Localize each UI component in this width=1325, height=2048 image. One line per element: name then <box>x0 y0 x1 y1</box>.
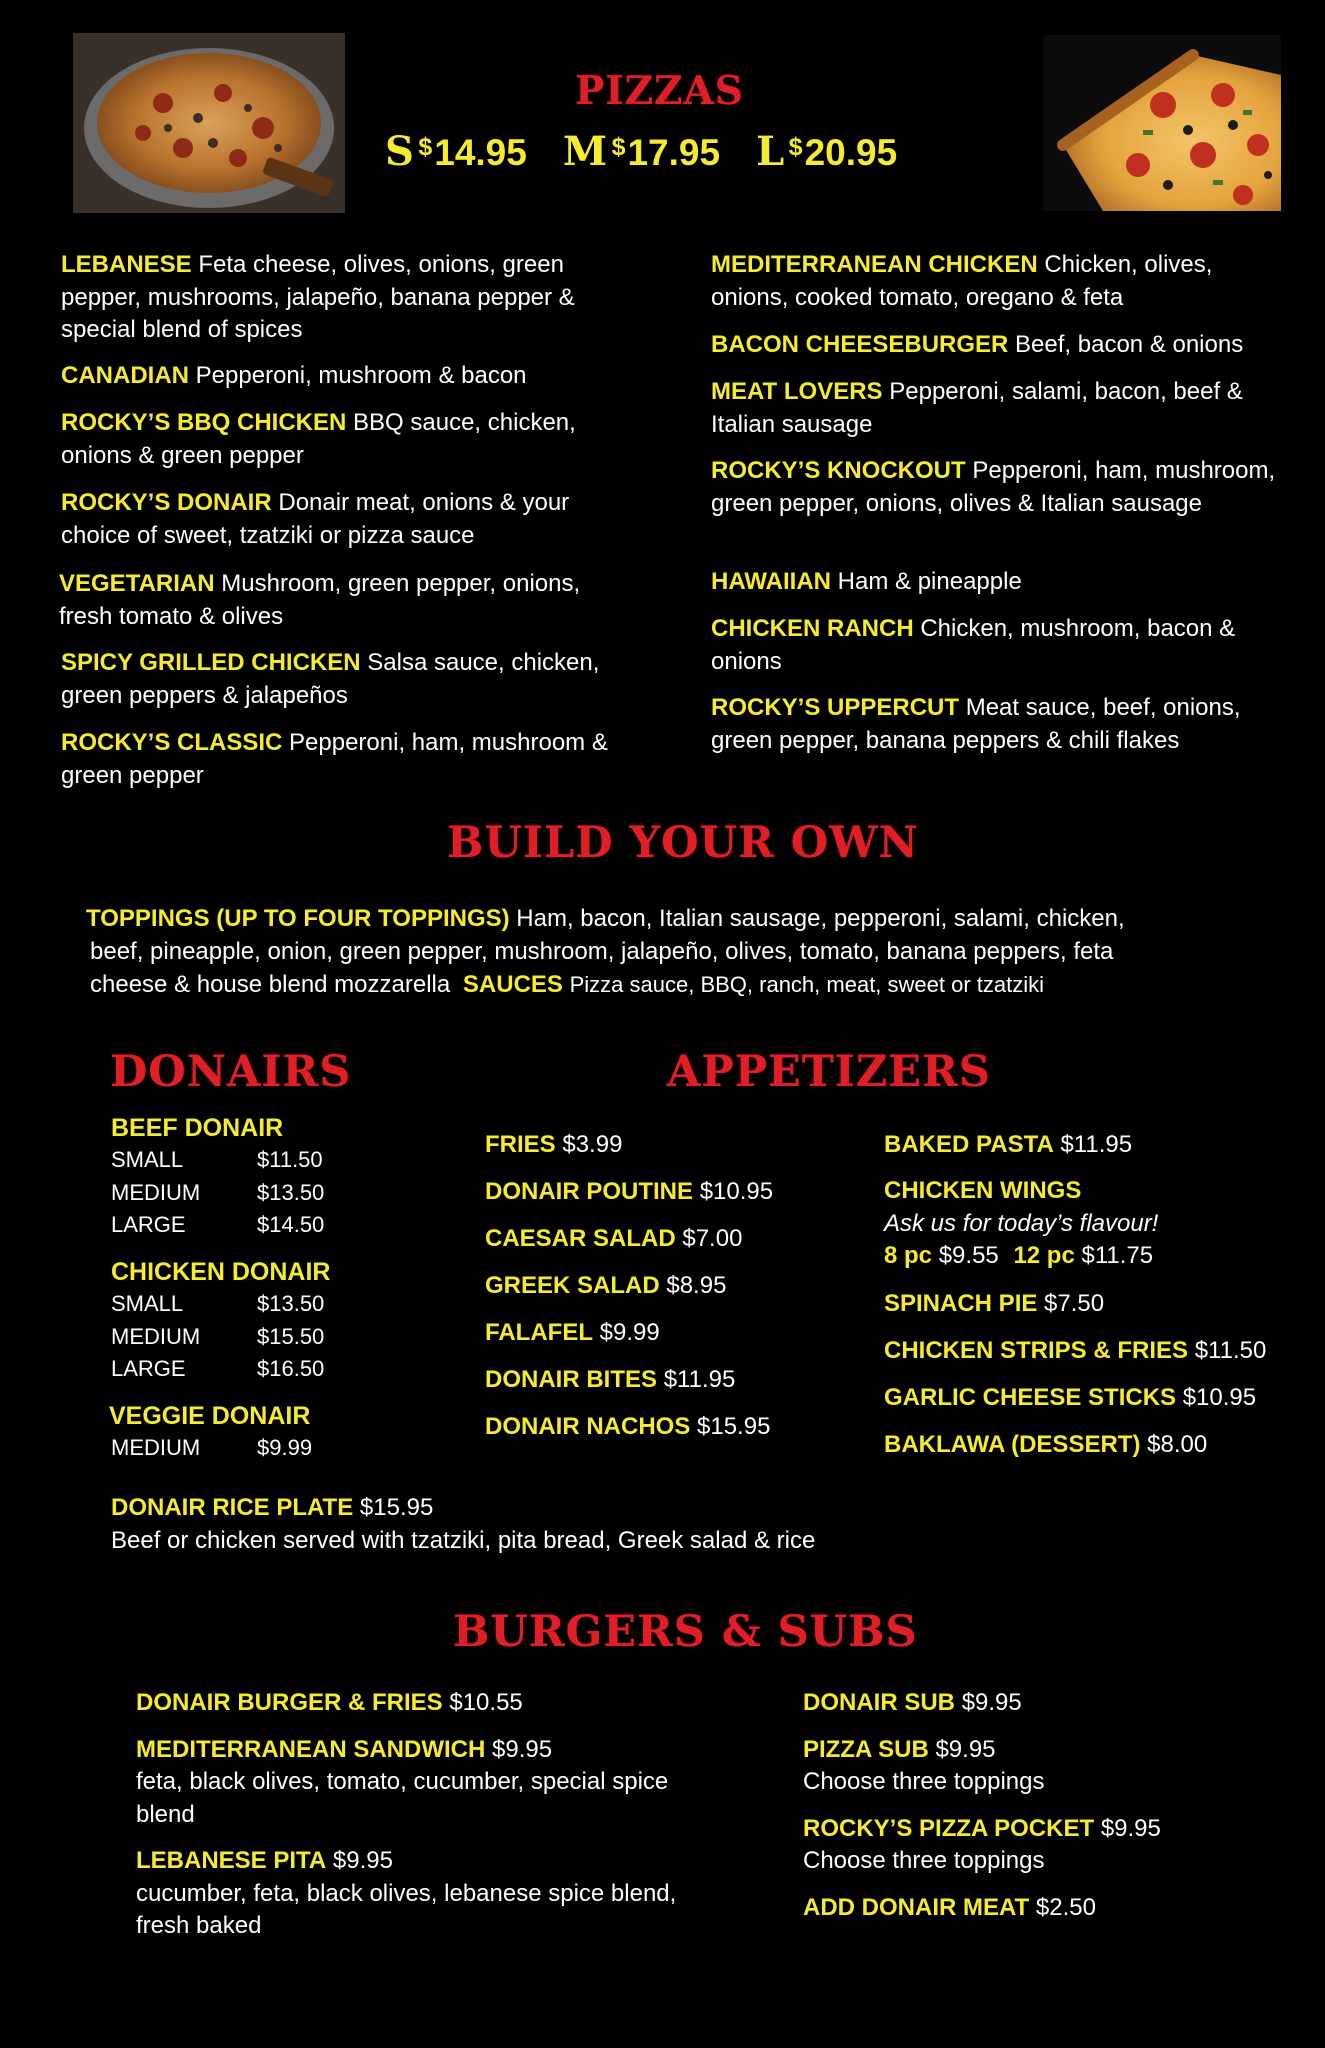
currency: $ <box>418 133 433 161</box>
item-desc: Beef or chicken served with tzatziki, pita bread, Greek salad & rice <box>111 1526 816 1554</box>
donairs-title: DONAIRS <box>110 1047 352 1097</box>
sauces-text: Pizza sauce, BBQ, ranch, meat, sweet or tzatziki <box>569 972 1045 997</box>
item-desc: Choose three toppings <box>803 1768 1045 1795</box>
item-desc: Meat sauce, beef, onions, green pepper, banana peppers & chili flakes <box>711 694 1241 754</box>
burger-item <box>136 1845 696 1943</box>
sauces-label: SAUCES <box>462 971 563 998</box>
size-label: MEDIUM <box>111 1435 201 1460</box>
item-price: $15.95 <box>359 1494 434 1521</box>
toppings-label: TOPPINGS (UP TO FOUR TOPPINGS) <box>86 905 510 932</box>
item-price: $11.95 <box>1060 1131 1133 1158</box>
pizza-item <box>61 249 641 347</box>
item-name: FRIES <box>485 1131 556 1158</box>
price-value: 17.95 <box>627 132 721 173</box>
item-note: Ask us for today’s flavour! <box>884 1209 1159 1237</box>
appetizer-item <box>485 1168 773 1215</box>
size-price <box>612 132 721 173</box>
item-name: FALAFEL <box>485 1319 593 1346</box>
item-name: CHICKEN RANCH <box>711 615 914 642</box>
donair-size-row <box>111 1144 324 1177</box>
item-name: HAWAIIAN <box>711 568 831 595</box>
item-desc: Pepperoni, ham, mushroom & green pepper <box>61 729 608 789</box>
pizza-item <box>711 566 1291 599</box>
appetizers-title: APPETIZERS <box>667 1047 991 1097</box>
item-name: ROCKY’S KNOCKOUT <box>711 457 966 484</box>
burgers-left-column <box>136 1687 696 1943</box>
item-name: DONAIR NACHOS <box>485 1413 691 1440</box>
item-name: CHICKEN STRIPS & FRIES <box>884 1336 1189 1364</box>
item-price: $15.95 <box>697 1413 771 1440</box>
item-name: DONAIR POUTINE <box>485 1178 694 1205</box>
size-label: MEDIUM <box>111 1323 201 1349</box>
item-price: $9.95 <box>492 1735 553 1763</box>
item-name: BAKED PASTA <box>884 1131 1054 1158</box>
item-desc: Salsa sauce, chicken, green peppers & jalapeños <box>61 649 600 709</box>
toppings-text: cheese & house blend mozzarella <box>90 971 451 998</box>
item-price: $11.95 <box>663 1366 736 1393</box>
appetizer-item <box>884 1121 1266 1168</box>
item-price: $9.99 <box>599 1319 660 1346</box>
item-desc: Choose three toppings <box>803 1847 1045 1874</box>
appetizer-item <box>485 1262 773 1309</box>
item-name: DONAIR RICE PLATE <box>111 1494 354 1521</box>
donair-group-veggie <box>109 1400 312 1465</box>
donair-group-chicken <box>111 1256 330 1386</box>
item-name: ROCKY’S CLASSIC <box>61 729 283 756</box>
size-price <box>418 132 527 173</box>
item-desc: BBQ sauce, chicken, onions & green pepper <box>61 409 576 469</box>
pizza-item <box>61 360 641 393</box>
item-desc: Pepperoni, salami, bacon, beef & Italian sausage <box>711 378 1243 438</box>
item-name: ADD DONAIR MEAT <box>803 1893 1030 1921</box>
item-name: GARLIC CHEESE STICKS <box>884 1383 1177 1411</box>
wings-prices <box>884 1240 1266 1273</box>
item-name: PIZZA SUB <box>803 1735 929 1763</box>
appetizer-item <box>884 1327 1266 1374</box>
pizza-photo-right <box>1043 35 1281 211</box>
item-name: ROCKY’S PIZZA POCKET <box>803 1814 1095 1842</box>
item-price: $10.95 <box>699 1178 774 1205</box>
sub-item <box>803 1734 1283 1799</box>
pizza-item <box>59 568 639 633</box>
size-letter: M <box>562 128 608 175</box>
toppings-line <box>86 968 1286 1001</box>
donair-name: VEGGIE DONAIR <box>109 1402 311 1430</box>
item-price: $2.50 <box>1035 1893 1096 1921</box>
donair-size-row <box>109 1432 312 1465</box>
size-medium <box>563 128 720 175</box>
burger-item <box>136 1734 696 1832</box>
item-desc: Chicken, olives, onions, cooked tomato, oregano & feta <box>711 251 1213 311</box>
item-name: LEBANESE PITA <box>136 1847 327 1874</box>
appetizer-item <box>884 1421 1266 1468</box>
item-desc: Mushroom, green pepper, onions, fresh tomato & olives <box>59 570 581 630</box>
item-desc: Pepperoni, ham, mushroom, green pepper, onions, olives & Italian sausage <box>711 457 1276 517</box>
item-price: $10.95 <box>1182 1383 1257 1411</box>
item-name: CANADIAN <box>61 362 189 389</box>
size-price: $13.50 <box>257 1179 325 1205</box>
donair-size-row <box>111 1353 330 1386</box>
item-name: DONAIR SUB <box>803 1689 956 1716</box>
toppings-text: Ham, bacon, Italian sausage, pepperoni, salami, chicken, <box>516 905 1125 932</box>
donair-size-row <box>111 1321 330 1354</box>
item-price: $10.55 <box>449 1689 523 1716</box>
item-name: DONAIR BITES <box>485 1366 658 1393</box>
item-price: $9.95 <box>332 1847 393 1874</box>
item-name: GREEK SALAD <box>485 1272 660 1299</box>
size-price <box>789 132 898 173</box>
pizza-item <box>711 455 1291 520</box>
currency: $ <box>611 133 626 161</box>
donair-rice-plate <box>111 1492 1011 1557</box>
burgers-right-column <box>803 1687 1283 1924</box>
appetizer-item <box>884 1280 1266 1327</box>
item-name: DONAIR BURGER & FRIES <box>136 1689 443 1716</box>
item-price: $7.50 <box>1044 1289 1105 1317</box>
item-price: $11.50 <box>1194 1336 1267 1364</box>
item-desc: feta, black olives, tomato, cucumber, special spice blend <box>136 1768 669 1828</box>
sub-item <box>803 1813 1283 1878</box>
size-label: SMALL <box>111 1147 184 1172</box>
price-value: 14.95 <box>434 132 527 173</box>
pizza-item <box>711 376 1291 441</box>
donair-group-beef <box>111 1112 324 1242</box>
size-letter: L <box>756 128 785 175</box>
item-name: ROCKY’S UPPERCUT <box>711 694 960 721</box>
size-price: $16.50 <box>257 1356 325 1381</box>
item-desc: cucumber, feta, black olives, lebanese spice blend, fresh baked <box>136 1879 677 1939</box>
pizza-item <box>711 613 1271 678</box>
donair-name: BEEF DONAIR <box>111 1114 284 1142</box>
pizza-item <box>711 692 1291 757</box>
size-price: $9.99 <box>257 1435 313 1460</box>
donair-size-row <box>111 1177 324 1210</box>
pizza-item <box>61 487 641 552</box>
pizza-photo-left <box>73 33 345 213</box>
wings-large-price: $11.75 <box>1081 1242 1154 1269</box>
currency: $ <box>788 133 803 161</box>
build-toppings <box>86 902 1286 1001</box>
item-name: BACON CHEESEBURGER <box>711 331 1009 358</box>
item-desc: Beef, bacon & onions <box>1015 331 1244 358</box>
item-name: MEDITERRANEAN CHICKEN <box>711 251 1038 278</box>
pizza-item <box>61 647 641 712</box>
size-large <box>756 128 897 175</box>
item-price: $8.00 <box>1147 1430 1208 1458</box>
toppings-text: beef, pineapple, onion, green pepper, mushroom, jalapeño, olives, tomato, banana peppers, feta <box>90 938 1114 965</box>
item-name: BAKLAWA (DESSERT) <box>884 1430 1141 1458</box>
build-your-own-title: BUILD YOUR OWN <box>447 818 919 868</box>
item-price: $7.00 <box>682 1225 743 1252</box>
item-name: MEAT LOVERS <box>711 378 883 405</box>
pizza-item <box>711 249 1271 314</box>
toppings-line <box>86 935 1286 968</box>
pizzas-title: PIZZAS <box>575 68 744 114</box>
wings-small-price: $9.55 <box>938 1242 999 1269</box>
appetizer-item <box>485 1403 773 1450</box>
item-price: $3.99 <box>562 1131 623 1158</box>
chicken-wings-item <box>884 1175 1266 1273</box>
pizza-item <box>711 329 1291 362</box>
appetizer-item <box>485 1121 773 1168</box>
item-desc: Feta cheese, olives, onions, green pepper, mushrooms, jalapeño, banana pepper & special blend of spices <box>61 251 575 343</box>
item-name: ROCKY’S BBQ CHICKEN <box>61 409 347 436</box>
item-name: CHICKEN WINGS <box>884 1177 1082 1204</box>
item-price: $9.95 <box>961 1689 1022 1716</box>
appetizer-item <box>884 1374 1266 1421</box>
size-price: $14.50 <box>257 1212 325 1237</box>
size-price: $11.50 <box>257 1147 323 1172</box>
item-name: CAESAR SALAD <box>485 1225 676 1252</box>
appetizer-item <box>485 1309 773 1356</box>
wings-small-label: 8 pc <box>884 1242 933 1269</box>
appetizer-item <box>485 1356 773 1403</box>
price-value: 20.95 <box>804 132 898 173</box>
size-small <box>385 128 527 175</box>
item-name: SPINACH PIE <box>884 1289 1038 1317</box>
item-name: VEGETARIAN <box>59 570 215 597</box>
item-desc: Ham & pineapple <box>837 568 1022 595</box>
size-price: $13.50 <box>257 1291 325 1316</box>
size-label: SMALL <box>111 1291 184 1316</box>
wings-large-label: 12 pc <box>1013 1242 1075 1269</box>
item-name: ROCKY’S DONAIR <box>61 489 272 516</box>
item-name: SPICY GRILLED CHICKEN <box>61 649 361 676</box>
toppings-line <box>86 902 1286 935</box>
item-price: $9.95 <box>1100 1814 1161 1842</box>
item-desc: Donair meat, onions & your choice of sweet, tzatziki or pizza sauce <box>61 489 570 549</box>
appetizers-right-column <box>884 1121 1266 1468</box>
donair-size-row <box>111 1288 330 1321</box>
size-price: $15.50 <box>257 1323 325 1349</box>
item-desc: Chicken, mushroom, bacon & onions <box>711 615 1236 675</box>
size-label: LARGE <box>111 1356 186 1381</box>
rice-plate-title <box>111 1492 1011 1525</box>
appetizers-left-column <box>485 1121 773 1450</box>
item-price: $9.95 <box>935 1735 996 1763</box>
pizza-size-prices <box>385 128 897 175</box>
appetizer-item <box>485 1215 773 1262</box>
burger-item <box>136 1687 696 1720</box>
item-desc: Pepperoni, mushroom & bacon <box>195 362 527 389</box>
size-letter: S <box>385 128 414 175</box>
size-label: MEDIUM <box>111 1179 201 1205</box>
item-price: $8.95 <box>666 1272 727 1299</box>
size-label: LARGE <box>111 1212 186 1237</box>
burgers-subs-title: BURGERS & SUBS <box>453 1607 918 1657</box>
pizza-item <box>61 407 621 472</box>
item-name: MEDITERRANEAN SANDWICH <box>136 1735 486 1763</box>
donair-size-row <box>111 1209 324 1242</box>
pizza-item <box>61 727 631 792</box>
donair-name: CHICKEN DONAIR <box>111 1258 331 1286</box>
sub-item <box>803 1892 1283 1925</box>
item-name: LEBANESE <box>61 251 192 278</box>
sub-item <box>803 1687 1283 1720</box>
